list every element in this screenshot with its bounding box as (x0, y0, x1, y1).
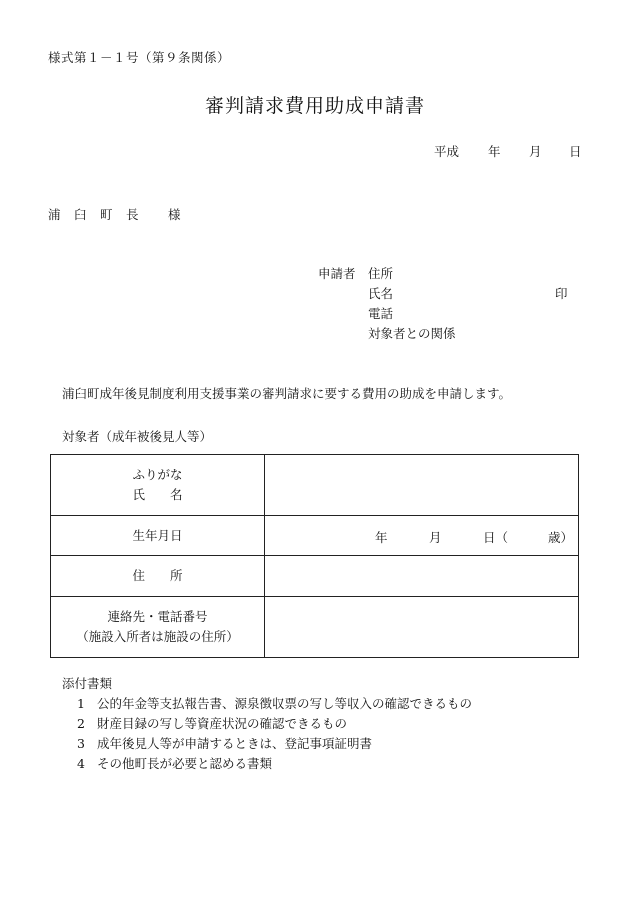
attachment-number: 4 (77, 756, 85, 771)
birthdate-label: 生年月日 (51, 516, 265, 556)
subject-heading: 対象者（成年被後見人等） (62, 429, 213, 444)
address-field[interactable] (265, 556, 579, 597)
list-item (77, 694, 472, 712)
attachment-text: その他町長が必要と認める書類 (97, 756, 273, 771)
seal-mark: 印 (555, 286, 568, 301)
document-title: 審判請求費用助成申請書 (204, 95, 425, 117)
form-code: 様式第１－１号（第９条関係） (48, 50, 231, 65)
date-year: 年 (488, 144, 501, 159)
dob-age: 歳） (548, 530, 574, 545)
attachment-number: 2 (77, 716, 85, 731)
addressee-char-1: 浦 (48, 207, 61, 222)
table-row (51, 455, 579, 516)
birthdate-field[interactable] (265, 516, 579, 556)
applicant-address-label: 住所 (368, 266, 394, 281)
date-day: 日 (569, 144, 582, 159)
contact-field[interactable] (265, 597, 579, 658)
list-item (77, 754, 272, 772)
attachment-text: 成年後見人等が申請するときは、登記事項証明書 (97, 736, 373, 751)
list-item (77, 734, 372, 752)
dob-day: 日（ (483, 530, 509, 545)
applicant-name-label: 氏名 (368, 286, 394, 301)
dob-month: 月 (429, 530, 442, 545)
furigana-label: ふりがな (132, 467, 183, 482)
table-row (51, 597, 579, 658)
contact-label: 連絡先・電話番号 (107, 609, 208, 624)
contact-note: （施設入所者は施設の住所） (76, 629, 239, 644)
attachment-number: 3 (77, 736, 85, 751)
date-month: 月 (529, 144, 542, 159)
applicant-label: 申請者 (318, 266, 356, 281)
addressee-char-4: 長 (126, 207, 139, 222)
addressee-char-2: 臼 (74, 207, 87, 222)
application-statement: 浦臼町成年後見制度利用支援事業の審判請求に要する費用の助成を申請します。 (62, 386, 512, 401)
addressee-char-3: 町 (100, 207, 113, 222)
list-item (77, 714, 347, 732)
name-field[interactable] (265, 455, 579, 516)
dob-year: 年 (375, 530, 388, 545)
name-label-cell (51, 455, 265, 516)
contact-label-cell (51, 597, 265, 658)
name-label: 氏 名 (132, 487, 183, 502)
attachments-heading: 添付書類 (62, 676, 113, 691)
attachment-number: 1 (77, 696, 85, 711)
table-row (51, 556, 579, 597)
address-label: 住 所 (51, 556, 265, 597)
date-era: 平成 (434, 144, 460, 159)
applicant-phone-label: 電話 (368, 306, 394, 321)
addressee-honorific: 様 (168, 207, 181, 222)
applicant-relation-label: 対象者との関係 (368, 326, 456, 341)
attachment-text: 財産目録の写し等資産状況の確認できるもの (97, 716, 348, 731)
subject-table (50, 454, 579, 658)
table-row (51, 516, 579, 556)
attachment-text: 公的年金等支払報告書、源泉徴収票の写し等収入の確認できるもの (97, 696, 473, 711)
